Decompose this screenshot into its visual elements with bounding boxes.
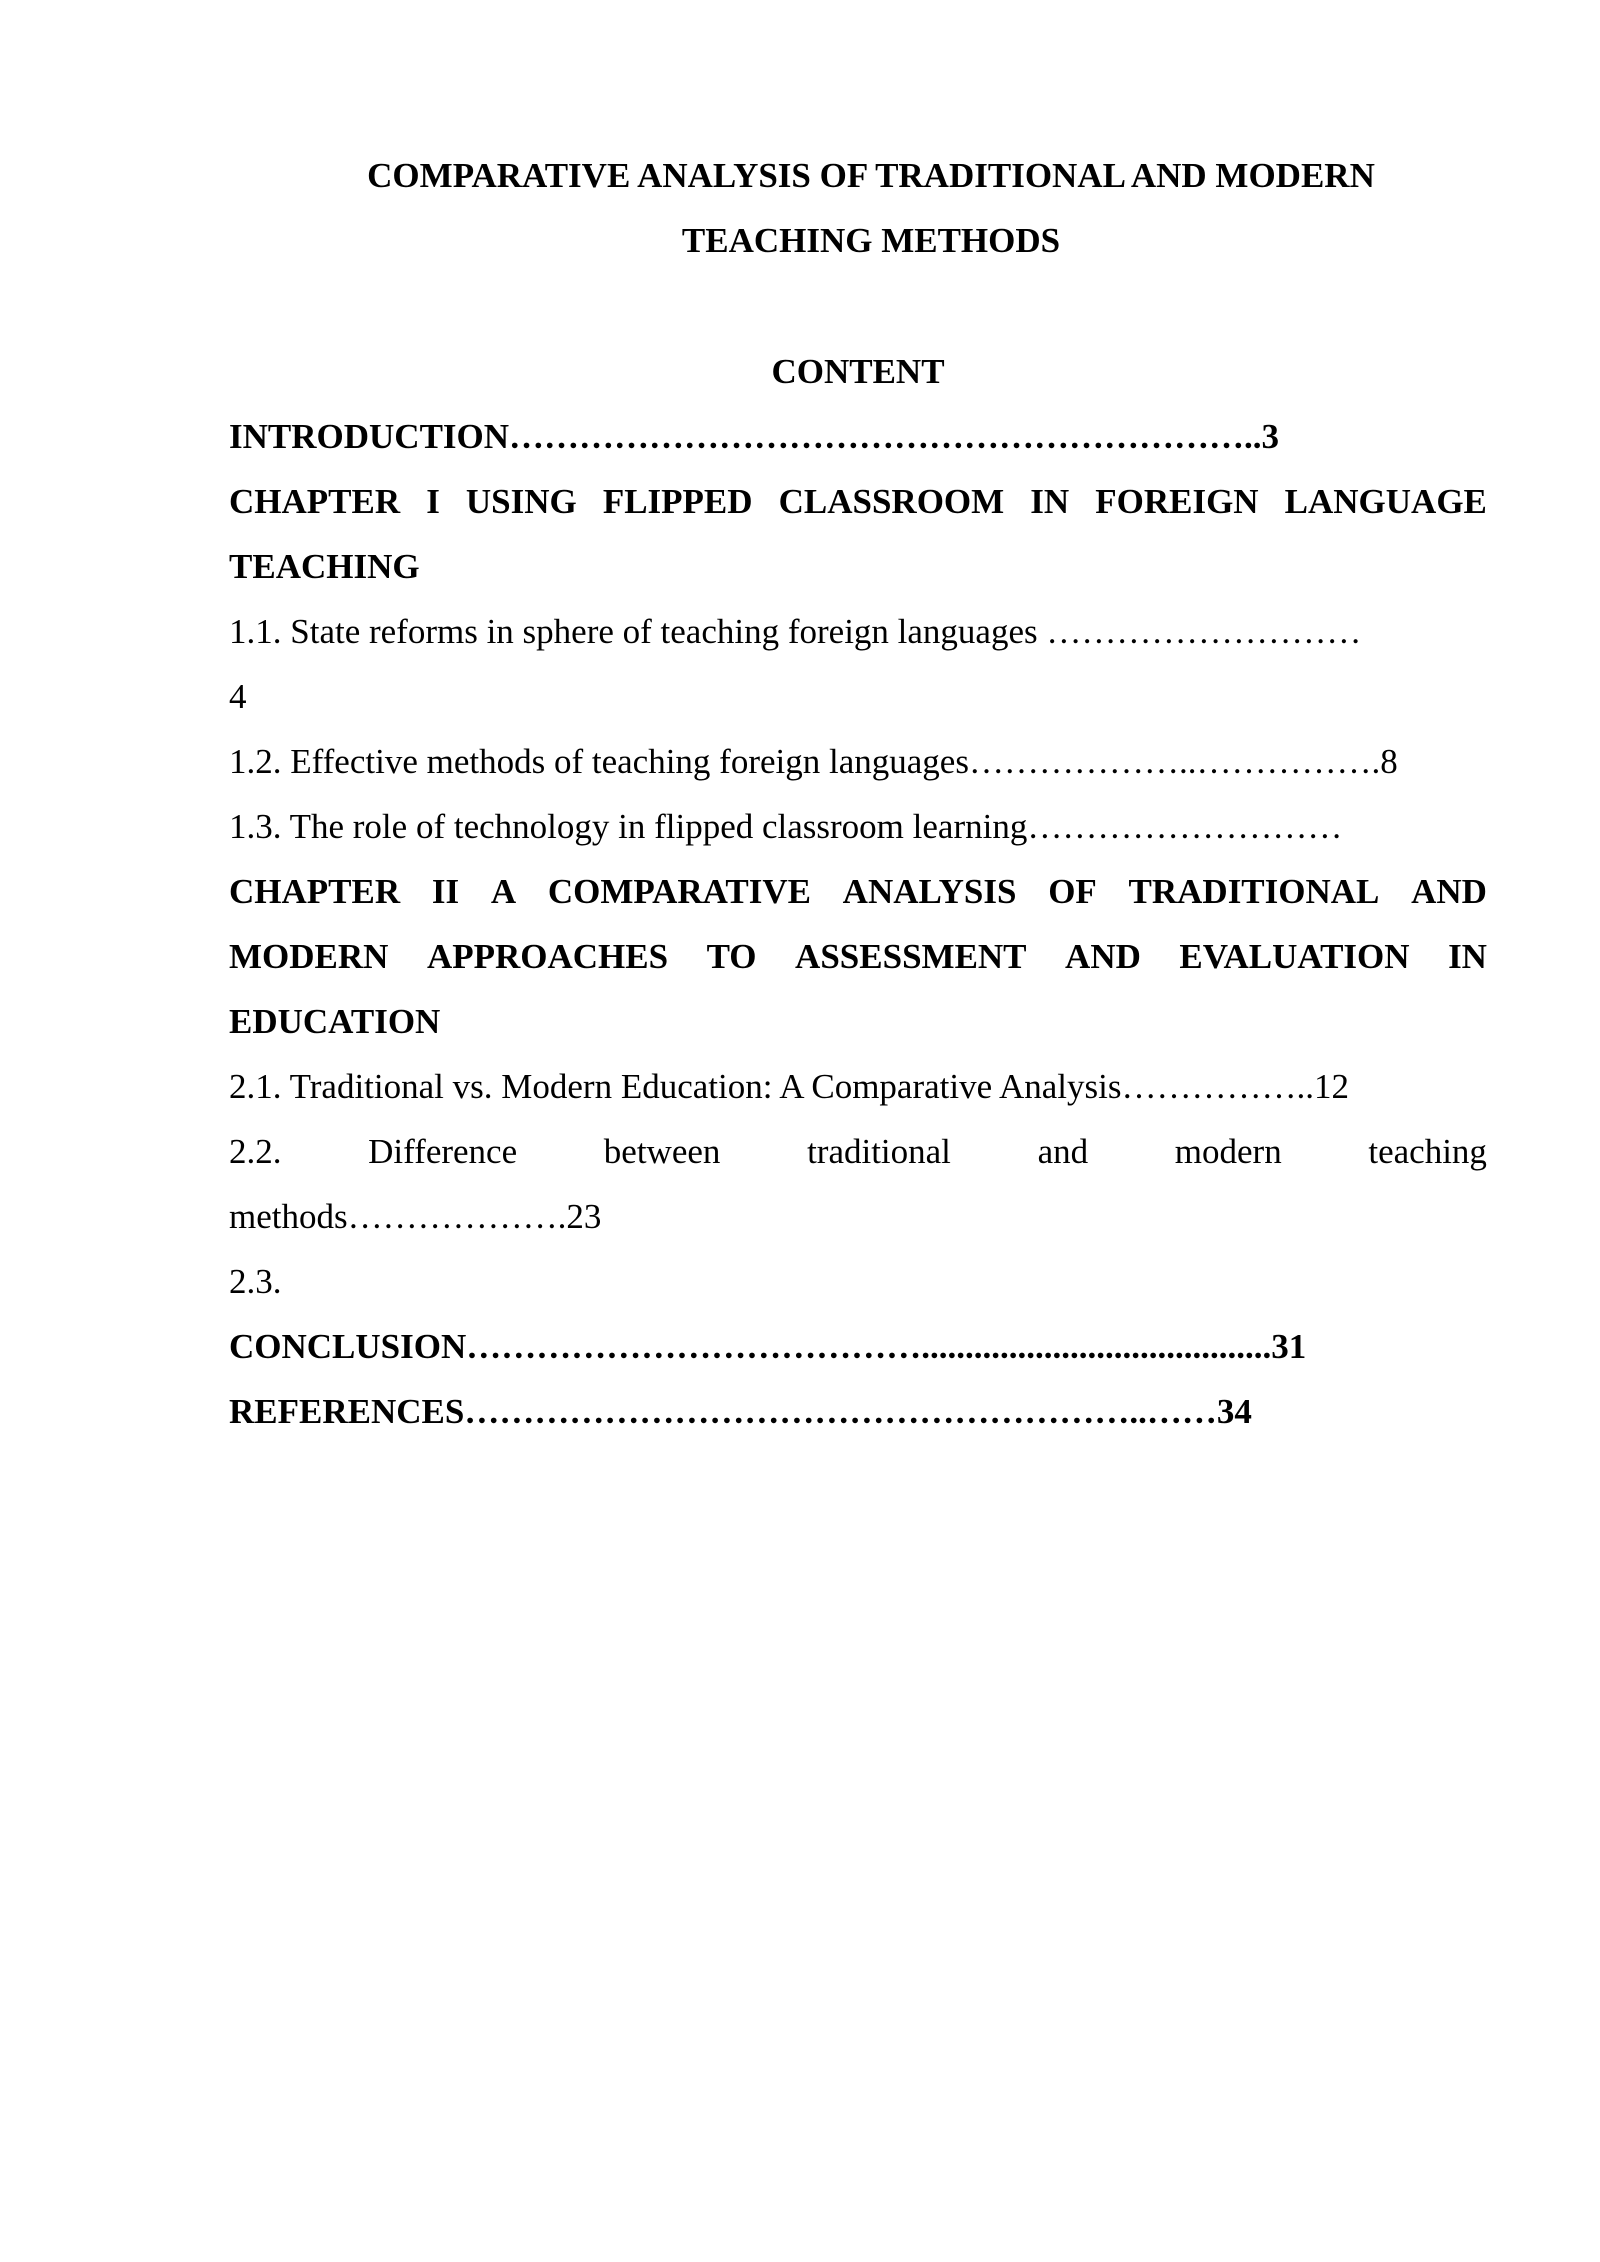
word: modern <box>1174 1132 1282 1171</box>
toc-entry-2-2-cont: methods……………….23 <box>229 1197 602 1236</box>
title-line-1: COMPARATIVE ANALYSIS OF TRADITIONAL AND MODERN <box>367 156 1375 195</box>
toc-entry-references: REFERENCES…………………………………………………..……34 <box>229 1392 1252 1431</box>
word: and <box>1037 1132 1089 1171</box>
toc-entry-1-1-page: 4 <box>229 677 247 716</box>
toc-entry-conclusion: CONCLUSION…………………………………........................................31 <box>229 1327 1307 1366</box>
word: IN <box>1030 482 1070 521</box>
content-heading: CONTENT <box>771 352 945 391</box>
table-of-contents <box>229 339 1487 1444</box>
word: CHAPTER <box>229 482 401 521</box>
word: FLIPPED <box>602 482 753 521</box>
title-line-2: TEACHING METHODS <box>681 221 1061 260</box>
toc-entry-chapter-2-end: EDUCATION <box>229 1002 441 1041</box>
toc-entry-1-2: 1.2. Effective methods of teaching foreign languages………………..…………….8 <box>229 742 1398 781</box>
toc-entry-2-2 <box>229 1119 1487 1184</box>
word: CLASSROOM <box>778 482 1005 521</box>
word: II <box>431 872 460 911</box>
word: 2.2. <box>229 1132 282 1171</box>
word: AND <box>1065 937 1141 976</box>
word: teaching <box>1368 1132 1487 1171</box>
toc-entry-2-3: 2.3. <box>229 1262 282 1301</box>
word: Difference <box>368 1132 518 1171</box>
word: I <box>426 482 440 521</box>
word: USING <box>465 482 577 521</box>
toc-entry-1-3: 1.3. The role of technology in flipped classroom learning……………………… <box>229 807 1343 846</box>
toc-entry-chapter-2 <box>229 859 1487 924</box>
word: LANGUAGE <box>1284 482 1487 521</box>
word: ASSESSMENT <box>795 937 1027 976</box>
word: between <box>603 1132 721 1171</box>
toc-entry-chapter-1 <box>229 469 1487 534</box>
word: COMPARATIVE <box>547 872 811 911</box>
word: TRADITIONAL <box>1128 872 1380 911</box>
word: EVALUATION <box>1179 937 1410 976</box>
toc-entry-1-1: 1.1. State reforms in sphere of teaching foreign languages ……………………… <box>229 612 1362 651</box>
word: ANALYSIS <box>842 872 1017 911</box>
word: IN <box>1448 937 1487 976</box>
word: MODERN <box>229 937 389 976</box>
word: OF <box>1048 872 1097 911</box>
toc-entry-introduction: INTRODUCTION………………………………………………………..3 <box>229 417 1280 456</box>
word: CHAPTER <box>229 872 401 911</box>
word: AND <box>1411 872 1487 911</box>
word: FOREIGN <box>1095 482 1259 521</box>
document-title <box>250 143 1492 273</box>
toc-entry-chapter-2-cont <box>229 924 1487 989</box>
word: TO <box>706 937 757 976</box>
word: A <box>490 872 517 911</box>
word: APPROACHES <box>426 937 669 976</box>
toc-entry-chapter-1-cont: TEACHING <box>229 547 420 586</box>
word: traditional <box>807 1132 951 1171</box>
toc-entry-2-1: 2.1. Traditional vs. Modern Education: A Comparative Analysis……………..12 <box>229 1067 1349 1106</box>
